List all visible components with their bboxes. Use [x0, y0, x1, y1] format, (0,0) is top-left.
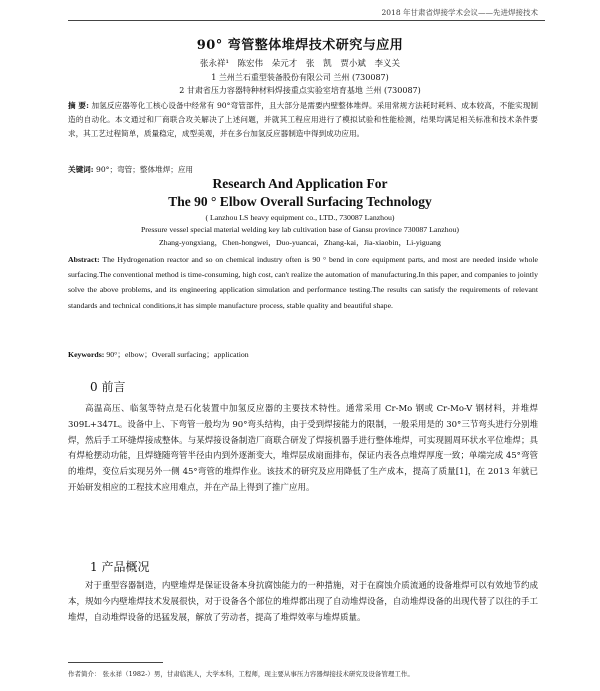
abstract-chinese	[68, 99, 538, 142]
section-body-product-overview: 对于重型容器制造，内壁堆焊是保证设备本身抗腐蚀能力的一种措施，对于在腐蚀介质流通的设备堆焊可以有效地节约成本，规如今内壁堆焊技术发展很快，对于设备各个部位的堆焊都出现了自动堆焊设备，自动堆焊设备的出现代替了以往的手工堆焊，自动堆焊设备的迅猛发展，解放了劳动者，提高了堆焊效率与堆焊质量。	[68, 581, 538, 623]
affiliation-chinese-1: 1 兰州兰石重型装备股份有限公司 兰州 (730087)	[211, 73, 389, 82]
abstract-chinese-text: 加氢反应器等化工核心设备中经常有 90°弯管部件，且大部分是需要内壁整体堆焊。采用常规方法耗时耗料、成本较高，不能实现制造的自动化。本文通过和厂商联合攻关解决了上述问题，并就其工程应用进行了模拟试验和性能检测，结果均满足相关标准和技术条件要求，其工艺过程简单，质量稳定，成型美观，并在多台加氢反应器制造中得到成功应用。	[68, 101, 538, 139]
section-heading-product-overview: 1 产品概况	[90, 560, 150, 574]
affiliation-english-2: Pressure vessel special material welding key lab cultivation base of Gansu province 730087 Lanzhou)	[140, 225, 460, 234]
authors-chinese: 张永祥¹ 陈宏伟 朵元才 张 凯 贾小斌 李义关	[199, 59, 401, 69]
header-rule	[68, 20, 545, 21]
footnote-rule	[68, 662, 163, 663]
footnote-text: 张永祥（1982-）男，甘肃临洮人，大学本科，工程师，现主要从事压力容器焊接技术研究及设备管理工作。	[102, 670, 414, 678]
abstract-english-label: Abstract:	[68, 255, 100, 264]
footnote-label: 作者简介：	[68, 670, 101, 678]
keywords-chinese-text: 90°；弯管；整体堆焊；应用	[96, 165, 194, 174]
keywords-english-text: 90°；elbow；Overall surfacing；application	[106, 350, 249, 359]
authors-english: Zhang-yongxiang，Chen-hongwei，Duo-yuancai，Zhang-kai，Jia-xiaobin，Li-yiguang	[159, 238, 441, 247]
section-heading-preface: 0 前言	[90, 380, 126, 394]
affiliation-english-1: ( Lanzhou LS heavy equipment co., LTD., 730087 Lanzhou)	[205, 213, 395, 222]
keywords-english-label: Keywords:	[68, 350, 105, 359]
keywords-chinese-label: 关键词:	[68, 165, 94, 174]
keywords-english	[68, 349, 249, 360]
abstract-chinese-label: 摘 要:	[68, 101, 89, 110]
title-chinese: 90° 弯管整体堆焊技术研究与应用	[196, 38, 404, 53]
abstract-english	[68, 252, 538, 313]
title-english-line1: Research And Application For	[212, 176, 388, 191]
affiliation-chinese-2: 2 甘肃省压力容器特种材料焊接重点实验室培育基地 兰州 (730087)	[179, 86, 421, 95]
running-header: 2018 年甘肃省焊接学术会议——先进焊接技术	[381, 8, 538, 17]
section-body-preface: 高温高压、临氢等特点是石化装置中加氢反应器的主要技术特性。通常采用 Cr-Mo 钢或 Cr-Mo-V 钢材料，并堆焊 309L+347L。设备中上、下弯管一般均为 90°弯头结构，由于受到焊接能力的限制，一般采用是的 30°三节弯头进行分别堆焊，然后手工环缝焊接成整体。与某焊接设备制造厂商联合研发了焊接机器手进行整体堆焊，可实现圆周环状水平位堆焊；具有焊枪摆动功能，且焊缝随弯管半径由内到外逐渐变大，堆焊层成扇面排布，保证内表各点堆焊厚度一致；单端完成 45°弯管的堆焊，变位后实现另外一侧 45°弯管的堆焊作业。该技术的研究及应用降低了生产成本，提高了质量[1]，在 2013 年就已开始研发相应的工程技术应用难点，并在产品上得到了推广应用。	[68, 404, 538, 493]
title-english-line2: The 90 ° Elbow Overall Surfacing Technology	[168, 194, 432, 209]
footnote	[68, 669, 414, 678]
abstract-english-text: The Hydrogenation reactor and so on chemical industry often is 90 ° bend in core equipment parts, and most are needed inside whole surfacing.The conventional method is time-consuming, high cost, can't realize the automation of manufacturing.In this paper, and companies to jointly solve the above problems, and its engineering application simulation and performance testing.The results can satisfy the requirements of relevant standards and technical conditions,it has simple manufacture process, stable quality and beautiful shape.	[68, 255, 538, 310]
keywords-chinese	[68, 164, 193, 175]
